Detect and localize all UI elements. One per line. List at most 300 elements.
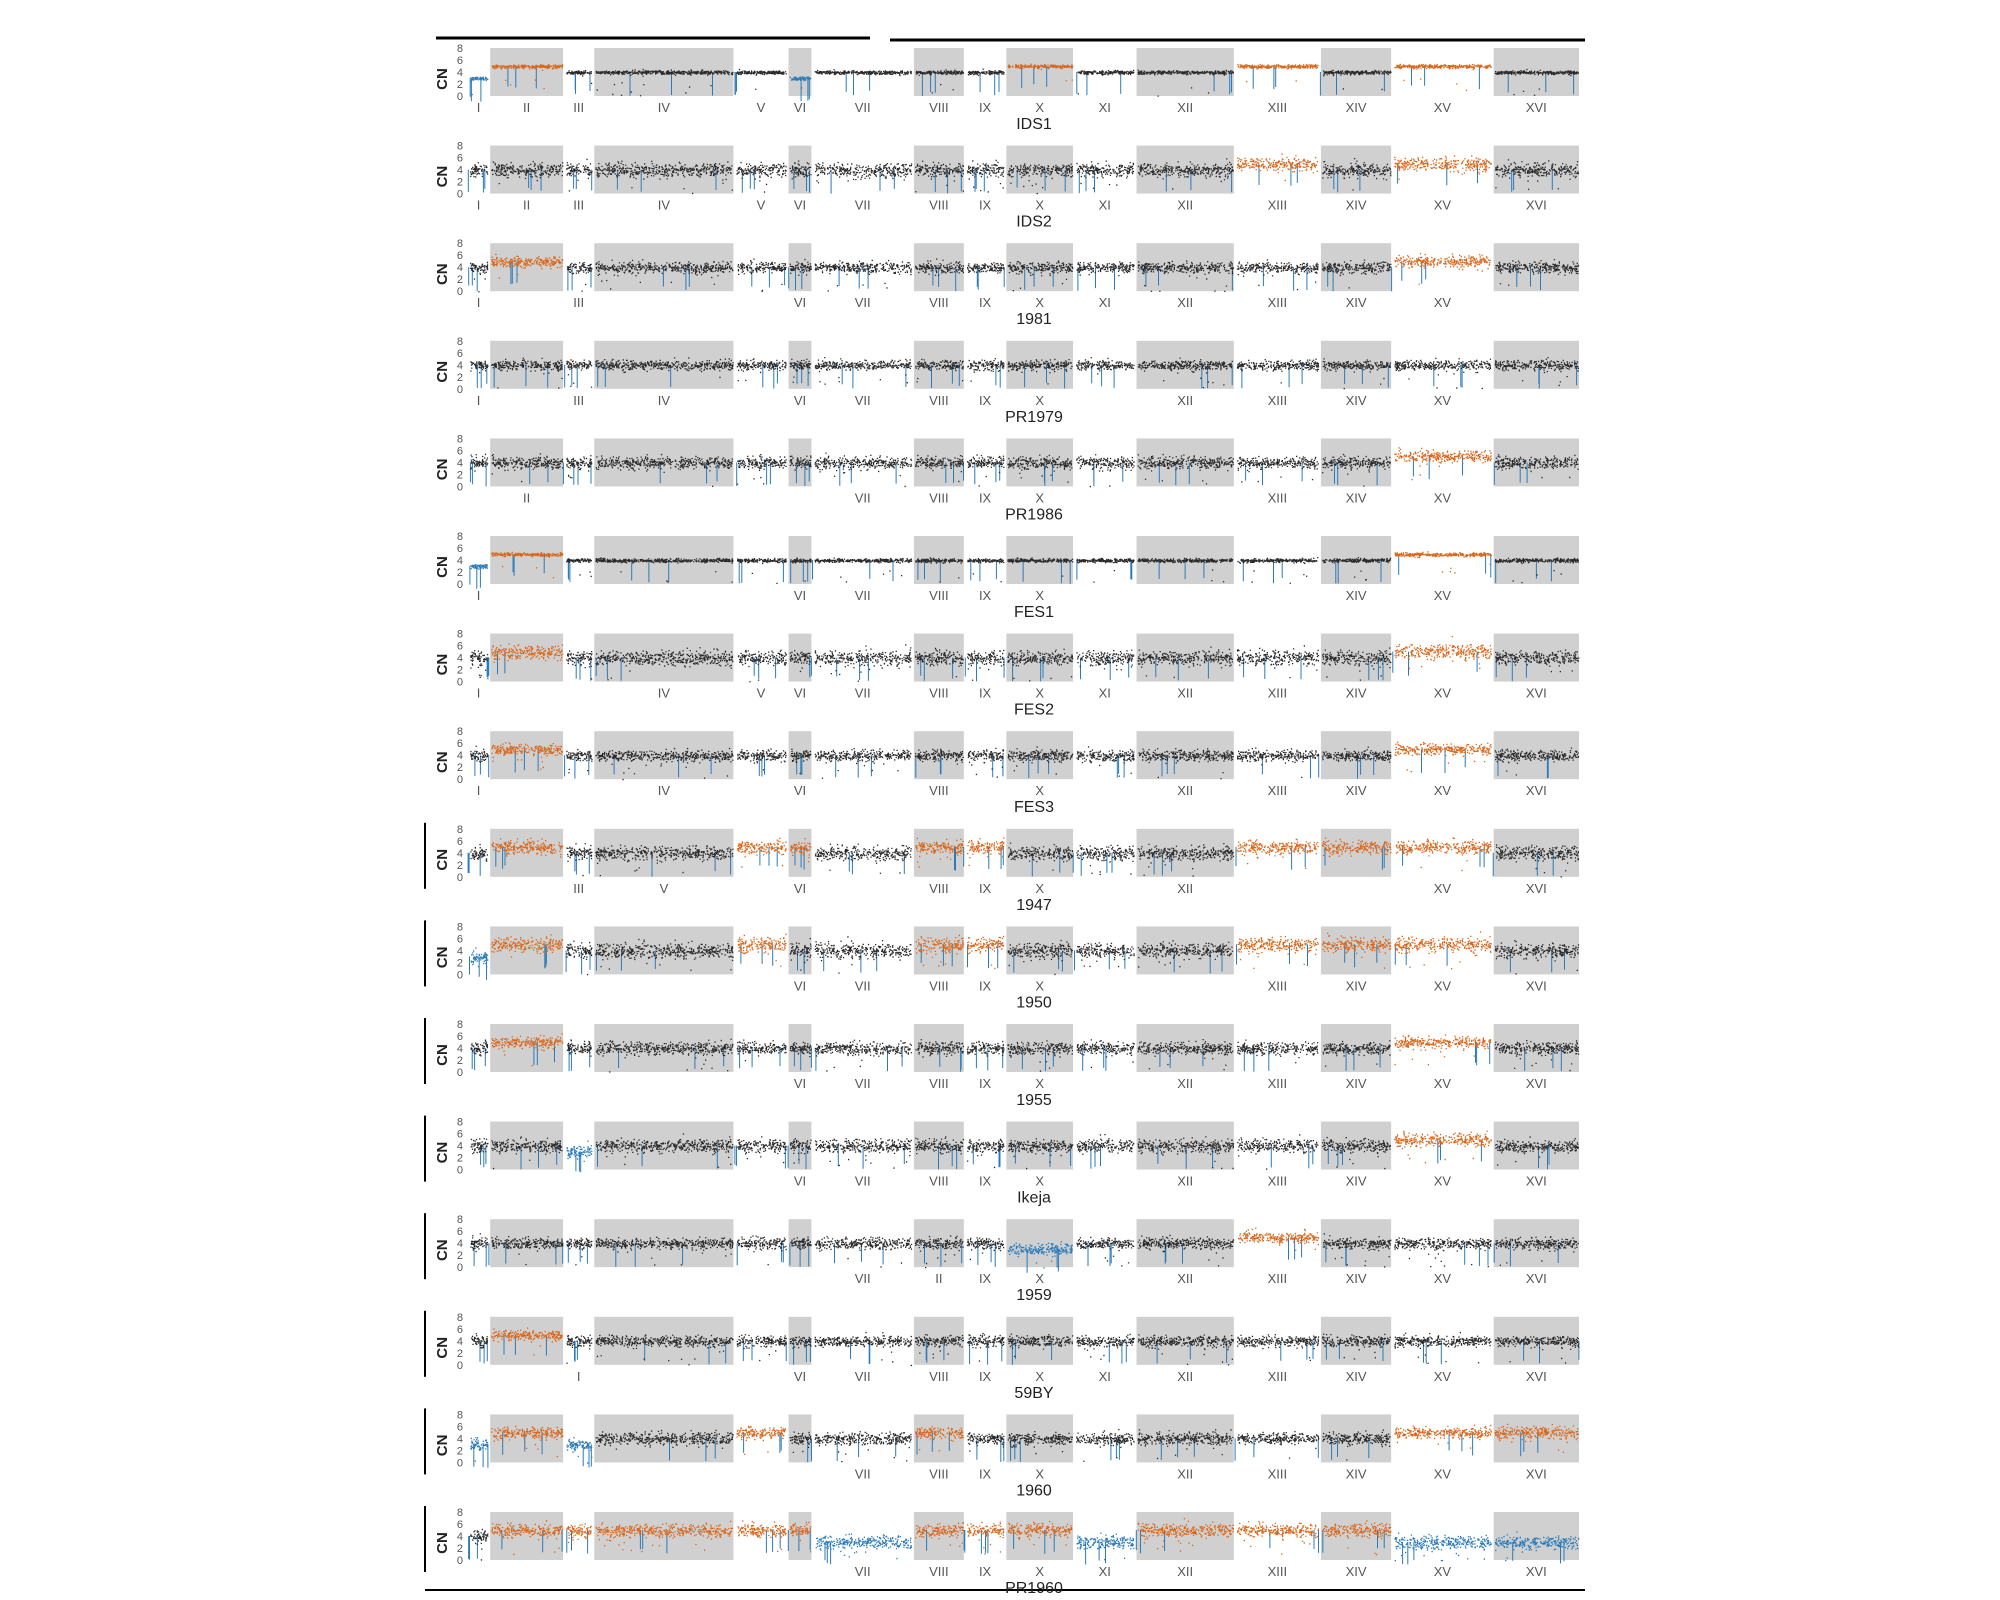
y-tick-label: 6 [456, 933, 463, 946]
x-tick-label: XI [1098, 197, 1111, 213]
x-tick-label: XV [1433, 490, 1452, 506]
points-XIII [1238, 1228, 1319, 1251]
panel-fes2 [434, 629, 1579, 719]
panel-title: PR1960 [1005, 1580, 1063, 1597]
points-IX [967, 1237, 1004, 1260]
x-tick-label: XIV [1345, 1173, 1367, 1189]
x-tick-label: XIII [1267, 295, 1288, 311]
x-tick-label: XIV [1345, 490, 1367, 506]
spike-IX [978, 1243, 995, 1267]
spike-XV [1399, 554, 1491, 578]
spike-XV [1393, 652, 1477, 676]
spike-XIII [1262, 755, 1318, 778]
y-tick-label: 2 [456, 762, 463, 775]
y-axis-label: CN [434, 68, 451, 90]
points-XV [1394, 1237, 1491, 1267]
y-tick-label: 8 [456, 1116, 463, 1129]
points-XV [1394, 253, 1491, 285]
y-tick-label: 6 [456, 1031, 463, 1043]
y-axis-label: CN [434, 263, 451, 286]
x-tick-label: XV [1433, 978, 1452, 994]
points-XIII [1237, 153, 1318, 181]
y-tick-label: 2 [456, 176, 463, 189]
points-XI [1076, 942, 1134, 967]
y-tick-label: 0 [456, 1164, 463, 1177]
x-tick-label: XV [1433, 1271, 1452, 1287]
shade-VIII [914, 1414, 964, 1462]
y-axis-label: CN [434, 1336, 451, 1359]
spike-XI [1077, 72, 1121, 95]
x-tick-label: X [1035, 978, 1045, 994]
x-tick-label: V [756, 685, 766, 701]
points-VII [816, 1533, 913, 1559]
y-tick-label: 6 [456, 1226, 463, 1239]
y-tick-label: 0 [456, 383, 463, 396]
panel-title: 59BY [1014, 1384, 1054, 1402]
y-axis-label: CN [434, 556, 451, 578]
y-tick-label: 4 [456, 1238, 463, 1251]
points-IX [967, 650, 1004, 681]
shade-X [1006, 1317, 1073, 1365]
points-XIII [1237, 359, 1319, 384]
panel-ikeja [425, 1116, 1579, 1207]
x-tick-label: IX [978, 295, 992, 311]
points-VII [815, 1236, 912, 1268]
x-tick-label: VIII [929, 1368, 949, 1384]
x-tick-label: XII [1177, 1076, 1194, 1091]
x-tick-label: XIII [1267, 1076, 1288, 1091]
x-tick-label: XIII [1267, 392, 1288, 408]
y-tick-label: 8 [456, 921, 463, 934]
spike-XI [1092, 365, 1114, 388]
x-tick-label: X [1035, 1271, 1045, 1287]
panel-ids1 [434, 43, 1579, 133]
x-tick-label: V [756, 100, 766, 115]
points-XI [1077, 261, 1135, 276]
panels-group [425, 43, 1579, 1597]
shade-IV [594, 1512, 733, 1560]
shade-II [490, 341, 563, 389]
y-tick-label: 6 [456, 835, 463, 848]
y-tick-label: 8 [456, 1507, 463, 1519]
panel-title: FES3 [1013, 799, 1055, 817]
points-XI [1076, 161, 1134, 189]
y-tick-label: 2 [456, 1055, 463, 1067]
y-tick-label: 2 [456, 371, 463, 384]
points-XI [1076, 454, 1135, 487]
panel-fes1 [434, 531, 1579, 621]
points-III [567, 1039, 592, 1056]
y-axis-label: CN [434, 946, 451, 969]
panel-1947 [425, 823, 1579, 914]
x-tick-label: XIII [1267, 685, 1288, 701]
x-tick-label: VI [793, 880, 807, 896]
y-tick-label: 2 [456, 1152, 463, 1165]
points-XV [1395, 1425, 1492, 1449]
x-tick-label: XII [1177, 685, 1194, 701]
y-tick-label: 6 [456, 152, 463, 165]
y-tick-label: 8 [456, 43, 463, 55]
points-III [566, 455, 592, 478]
panel-title: FES2 [1013, 701, 1055, 719]
x-tick-label: I [476, 588, 481, 603]
points-I [470, 1233, 488, 1252]
points-XI [1077, 1134, 1135, 1155]
shade-II [490, 48, 563, 96]
x-tick-label: X [1035, 490, 1045, 506]
x-tick-label: VI [793, 100, 807, 115]
x-tick-label: VIII [929, 1466, 949, 1482]
points-XIII [1237, 1521, 1319, 1555]
points-VII [815, 260, 912, 292]
y-tick-label: 4 [456, 164, 463, 177]
points-XIII [1237, 1040, 1319, 1064]
x-tick-label: I [476, 100, 481, 115]
x-tick-label: XVI [1525, 1271, 1547, 1287]
panel-title: 1981 [1016, 311, 1052, 329]
x-tick-label: VII [854, 1466, 871, 1482]
y-tick-label: 4 [456, 457, 463, 470]
points-IX [967, 262, 1005, 274]
x-tick-label: VI [793, 978, 807, 994]
spike-I [470, 956, 487, 980]
x-tick-label: XIV [1345, 1271, 1367, 1287]
x-tick-label: XIV [1345, 1466, 1367, 1482]
points-XI [1077, 558, 1135, 583]
spike-XIII [1289, 1237, 1302, 1260]
y-tick-label: 0 [456, 1457, 463, 1470]
shade-XII [1137, 1512, 1234, 1560]
x-tick-label: XIV [1345, 1076, 1367, 1091]
x-tick-label: XVI [1525, 197, 1547, 213]
x-tick-label: VII [854, 1173, 871, 1189]
spike-IX [977, 1438, 1004, 1462]
x-tick-label: XV [1433, 1466, 1452, 1482]
points-XIII [1237, 839, 1319, 870]
points-III [566, 941, 592, 976]
x-tick-label: XIII [1267, 978, 1288, 994]
y-tick-label: 4 [456, 1433, 463, 1446]
x-tick-label: VI [793, 392, 807, 408]
x-tick-label: XVI [1525, 1368, 1547, 1384]
y-axis-label: CN [434, 1141, 451, 1164]
points-XV [1394, 447, 1492, 480]
x-tick-label: XII [1177, 100, 1194, 115]
x-tick-label: VII [854, 588, 871, 603]
points-I [470, 650, 488, 678]
shade-VI [789, 1512, 812, 1560]
x-tick-label: VI [793, 1368, 807, 1384]
x-tick-label: X [1035, 1466, 1045, 1482]
x-tick-label: VI [793, 197, 807, 213]
y-tick-label: 4 [456, 1531, 463, 1543]
panel-title: Ikeja [1017, 1189, 1051, 1207]
x-tick-label: III [573, 295, 585, 311]
panel-title: 1959 [1016, 1287, 1052, 1305]
spike-IX [965, 658, 1004, 682]
spike-V [743, 1341, 786, 1361]
points-XIII [1237, 456, 1319, 483]
points-V [737, 1520, 786, 1552]
points-V [737, 558, 787, 584]
x-tick-label: XIV [1345, 1368, 1367, 1384]
panel-title: 1960 [1016, 1482, 1052, 1500]
x-tick-label: XV [1433, 880, 1452, 896]
points-VII [815, 1332, 913, 1366]
x-tick-label: XI [1098, 1368, 1111, 1384]
points-XI [1076, 746, 1134, 777]
x-tick-label: X [1035, 1368, 1045, 1384]
points-I [470, 844, 488, 862]
spike-VII [813, 560, 894, 581]
x-tick-label: IX [978, 392, 992, 408]
y-tick-label: 6 [456, 1128, 463, 1141]
x-tick-label: XII [1177, 880, 1194, 896]
points-V [737, 69, 787, 90]
spike-V [741, 944, 773, 965]
y-tick-label: 4 [456, 555, 463, 567]
x-tick-label: IX [978, 880, 992, 896]
points-V [737, 259, 786, 293]
y-axis-label: CN [434, 360, 451, 383]
x-tick-label: XV [1433, 100, 1452, 115]
panel-ids2 [434, 141, 1579, 231]
panel-title: PR1986 [1005, 506, 1063, 524]
y-tick-label: 0 [456, 969, 463, 982]
y-tick-label: 8 [456, 1409, 463, 1422]
x-tick-label: IX [978, 100, 992, 115]
x-tick-label: III [573, 197, 585, 213]
points-III [566, 159, 592, 192]
x-tick-label: XII [1177, 392, 1194, 408]
points-VII [815, 558, 913, 583]
y-tick-label: 8 [456, 628, 463, 641]
points-XIII [1237, 64, 1318, 82]
x-tick-label: XVI [1525, 1173, 1547, 1189]
x-tick-label: IX [978, 197, 992, 213]
y-tick-label: 2 [456, 469, 463, 482]
shade-II [490, 536, 563, 584]
x-tick-label: XII [1177, 197, 1194, 213]
spike-XV [1403, 847, 1485, 868]
panel-pr1986 [434, 433, 1579, 523]
points-XV [1394, 1533, 1492, 1562]
y-tick-label: 2 [456, 79, 463, 91]
points-XIII [1237, 1134, 1318, 1169]
x-tick-label: X [1035, 100, 1045, 115]
y-tick-label: 8 [456, 823, 463, 836]
x-tick-label: XVI [1525, 100, 1547, 115]
x-tick-label: XVI [1525, 685, 1547, 701]
x-tick-label: IV [657, 392, 671, 408]
x-tick-label: II [935, 1271, 943, 1287]
points-IX [967, 454, 1005, 486]
points-I [470, 361, 488, 374]
spike-XI [1077, 560, 1132, 580]
x-tick-label: VII [854, 295, 871, 311]
x-tick-label: XVI [1525, 1076, 1547, 1091]
shade-X [1006, 48, 1073, 96]
spike-XV [1412, 66, 1480, 89]
x-tick-label: IX [978, 978, 992, 994]
y-tick-label: 4 [456, 359, 463, 372]
points-XV [1395, 358, 1492, 389]
y-tick-label: 8 [456, 726, 463, 739]
points-XV [1396, 837, 1492, 871]
y-axis-label: CN [434, 458, 451, 481]
points-III [566, 650, 592, 679]
x-tick-label: IX [978, 1564, 992, 1579]
x-tick-label: XVI [1525, 783, 1547, 799]
points-VII [815, 748, 912, 779]
points-V [738, 650, 787, 683]
spike-VII [837, 1438, 896, 1461]
points-V [737, 1136, 787, 1163]
y-tick-label: 6 [456, 1323, 463, 1336]
x-tick-label: VIII [929, 392, 949, 408]
points-I [470, 77, 488, 96]
x-tick-label: XV [1433, 197, 1452, 213]
points-XV [1395, 742, 1492, 773]
x-tick-label: X [1035, 685, 1045, 701]
y-tick-label: 8 [456, 1019, 463, 1031]
x-tick-label: II [522, 490, 531, 506]
y-tick-label: 2 [456, 1347, 463, 1360]
x-tick-label: VII [854, 1271, 871, 1287]
x-tick-label: XIII [1267, 1466, 1288, 1482]
x-tick-label: XV [1433, 1173, 1452, 1189]
points-VII [815, 1040, 912, 1072]
shade-XIV [1321, 829, 1391, 877]
x-tick-label: VIII [929, 880, 949, 896]
shade-II [490, 1512, 563, 1560]
y-tick-label: 2 [456, 1250, 463, 1263]
points-XV [1394, 1131, 1492, 1164]
y-tick-label: 0 [456, 579, 463, 591]
points-XI [1076, 845, 1134, 875]
panel-fes3 [434, 726, 1579, 816]
x-tick-label: XII [1177, 1368, 1194, 1384]
y-tick-label: 0 [456, 91, 463, 103]
y-axis-label: CN [434, 165, 451, 188]
panel-1960 [425, 1408, 1579, 1499]
x-tick-label: XIV [1345, 1564, 1367, 1579]
points-III [566, 843, 592, 876]
x-tick-label: VIII [929, 490, 949, 506]
spike-XV [1398, 164, 1478, 186]
x-tick-label: XIII [1267, 490, 1288, 506]
y-tick-label: 2 [456, 567, 463, 579]
spike-V [739, 560, 783, 583]
points-VII [815, 844, 912, 874]
x-tick-label: X [1035, 880, 1045, 896]
spike-XI [1081, 853, 1112, 876]
points-IX [967, 936, 1004, 969]
spike-IX [996, 365, 1000, 388]
x-tick-label: X [1035, 1076, 1045, 1091]
x-tick-label: XI [1098, 100, 1111, 115]
points-XI [1078, 70, 1135, 95]
y-tick-label: 2 [456, 274, 463, 287]
x-tick-label: VI [793, 1076, 807, 1091]
spike-VII [835, 1243, 884, 1264]
points-V [737, 838, 787, 868]
spike-XI [1078, 267, 1115, 291]
x-tick-label: IX [978, 685, 992, 701]
x-tick-label: VII [854, 978, 871, 994]
y-tick-label: 2 [456, 1445, 463, 1458]
x-tick-label: VIII [929, 100, 949, 115]
x-tick-label: XVI [1525, 880, 1547, 896]
spike-I [468, 170, 485, 193]
points-III [567, 262, 593, 292]
points-VII [815, 644, 912, 682]
y-tick-label: 2 [456, 664, 463, 677]
points-IX [967, 1432, 1004, 1451]
shade-II [490, 1317, 563, 1365]
x-tick-label: VIII [929, 197, 949, 213]
points-IX [968, 748, 1004, 778]
x-tick-label: XIII [1267, 1271, 1288, 1287]
x-tick-label: X [1035, 588, 1045, 603]
spike-XIII [1271, 1146, 1313, 1169]
points-I [470, 262, 488, 293]
y-tick-label: 6 [456, 738, 463, 751]
points-XIII [1237, 1431, 1319, 1459]
x-tick-label: IV [657, 783, 671, 799]
shade-XVI [1494, 1512, 1579, 1560]
x-tick-label: VII [854, 1564, 871, 1579]
points-V [737, 1334, 787, 1361]
y-tick-label: 6 [456, 250, 463, 263]
x-tick-label: VI [793, 685, 807, 701]
spike-III [575, 1341, 578, 1362]
x-tick-label: VI [793, 783, 807, 799]
x-tick-label: XVI [1525, 1466, 1547, 1482]
x-tick-label: X [1035, 295, 1045, 311]
points-I [470, 1437, 488, 1462]
x-tick-label: XIII [1267, 783, 1288, 799]
x-tick-label: XIV [1345, 392, 1367, 408]
points-IX [967, 1333, 1005, 1362]
panel-1950 [425, 920, 1579, 1011]
x-tick-label: V [659, 880, 669, 896]
spike-I [475, 755, 489, 777]
y-tick-label: 0 [456, 1067, 463, 1079]
x-tick-label: XII [1177, 295, 1194, 311]
y-tick-label: 6 [456, 1519, 463, 1531]
points-XI [1076, 1237, 1134, 1267]
panel-title: 1955 [1016, 1092, 1052, 1109]
x-tick-label: VIII [929, 783, 949, 799]
points-XV [1394, 1332, 1491, 1364]
points-V [736, 162, 786, 193]
y-axis-label: CN [434, 1532, 451, 1554]
x-tick-label: X [1035, 392, 1045, 408]
y-tick-label: 4 [456, 652, 463, 665]
shade-II [490, 243, 563, 291]
x-tick-label: VII [854, 392, 871, 408]
points-IX [967, 160, 1005, 193]
y-tick-label: 8 [456, 335, 463, 348]
x-tick-label: VII [854, 685, 871, 701]
shade-X [1006, 1512, 1073, 1560]
x-tick-label: I [476, 783, 481, 799]
x-tick-label: XIII [1267, 1564, 1288, 1579]
points-VII [815, 357, 912, 385]
x-tick-label: XI [1098, 295, 1111, 311]
y-tick-label: 2 [456, 957, 463, 970]
